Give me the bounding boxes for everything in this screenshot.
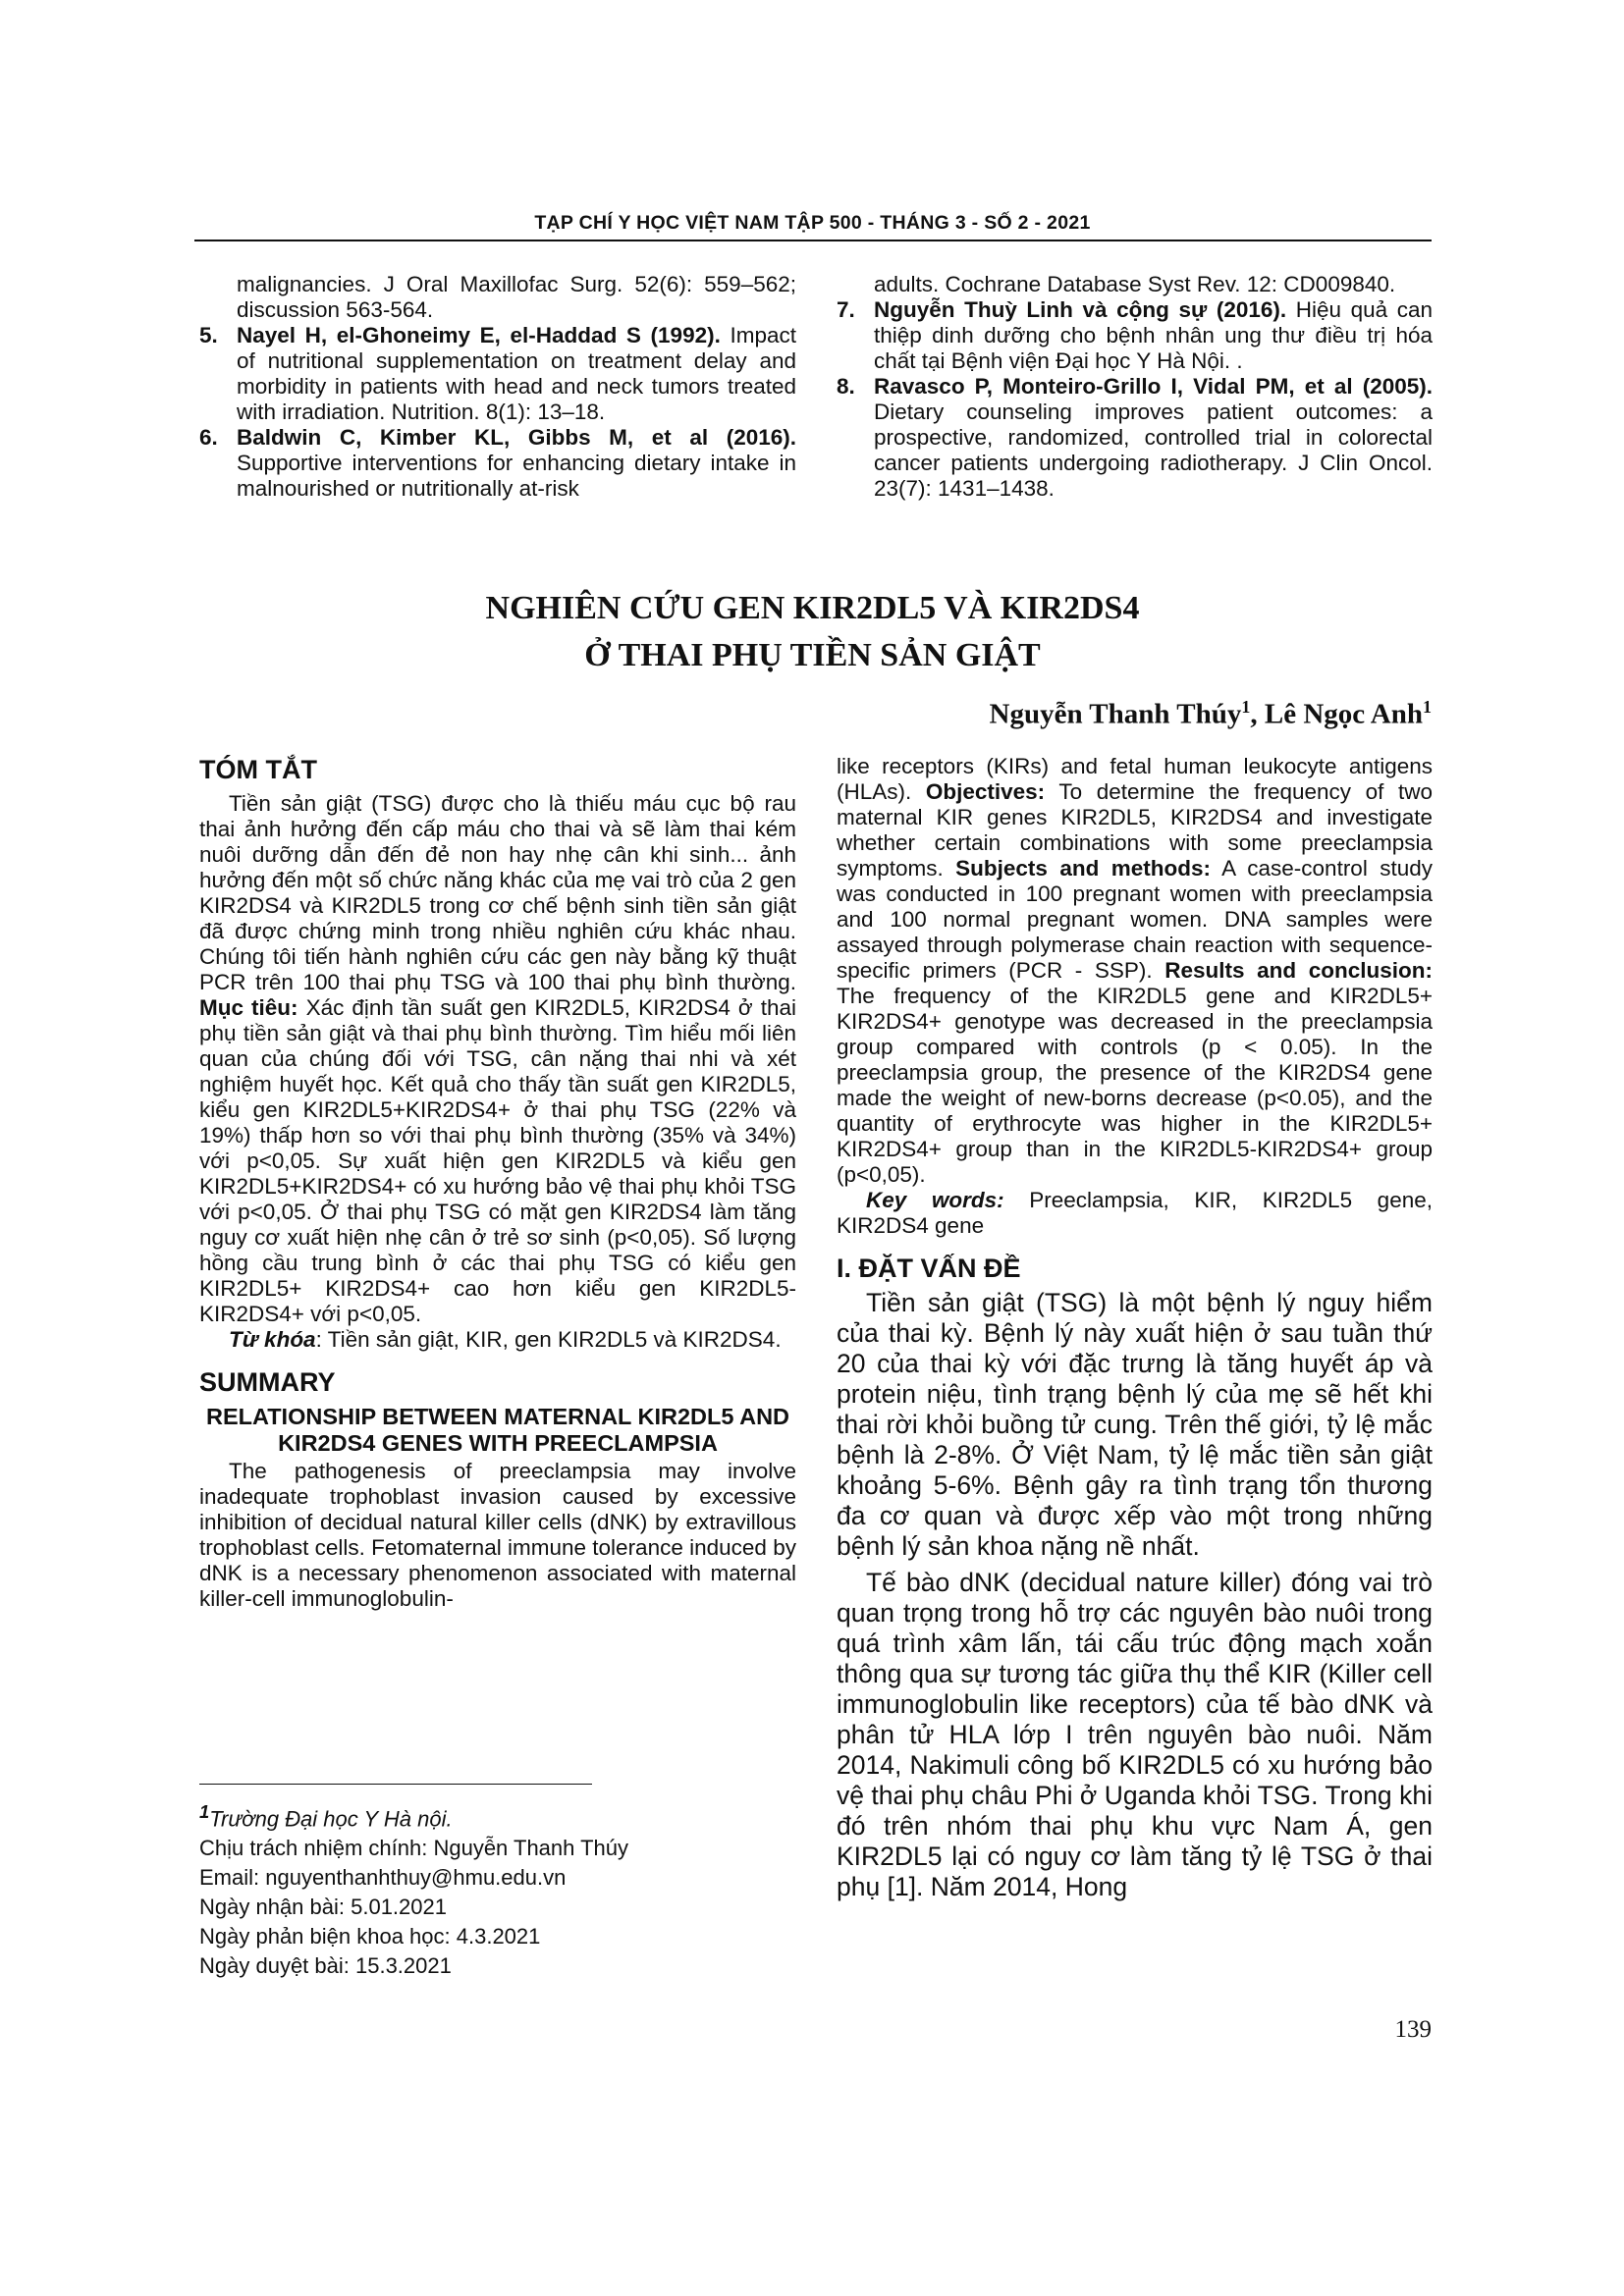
summary-paragraph-continued: [837, 754, 1433, 1188]
footnote-email: Email: nguyenthanhthuy@hmu.edu.vn: [199, 1865, 567, 1891]
reference-body: [237, 323, 796, 425]
reference-authors: Nayel H, el-Ghoneimy E, el-Haddad S (1992).: [237, 323, 721, 347]
reference-item: [199, 425, 796, 502]
abstract-text: Tiền sản giật (TSG) được cho là thiếu máu cục bộ rau thai ảnh hưởng đến cấp máu cho thai và sẽ làm thai kém nuôi dưỡng dẫn đến đẻ non hay nhẹ cân khi sinh... ảnh hưởng đến một số chức năng khác của mẹ vai trò của 2 gen KIR2DS4 và KIR2DL5 trong cơ chế bệnh sinh tiền sản giật đã được chứng minh trong nhiều nghiên cứu khác nhau. Chúng tôi tiến hành nghiên cứu các gen này bằng kỹ thuật PCR trên 100 thai phụ TSG và 100 thai phụ bình thường.: [199, 791, 796, 994]
footnote-approval-date: Ngày duyệt bài: 15.3.2021: [199, 1953, 452, 1979]
reference-authors: Nguyễn Thuỳ Linh và cộng sự (2016).: [874, 297, 1287, 322]
summary-results-label: Results and conclusion:: [1164, 958, 1433, 983]
summary-text: To determine the frequency of two maternal KIR genes KIR2DL5, KIR2DS4 and investigate whether certain combinations with some preeclampsia symptoms.: [837, 779, 1433, 881]
reference-item: [199, 323, 796, 425]
author-name: Lê Ngọc Anh: [1264, 698, 1423, 730]
reference-body: [237, 425, 796, 502]
references-left-column: [199, 272, 796, 502]
reference-authors: Ravasco P, Monteiro-Grillo I, Vidal PM, et al (2005).: [874, 374, 1433, 399]
footnote-rule: [199, 1784, 592, 1785]
keywords-text: Preeclampsia, KIR, KIR2DL5 gene, KIR2DS4 gene: [837, 1188, 1433, 1238]
article-title: [196, 585, 1429, 679]
intro-paragraph: Tế bào dNK (decidual nature killer) đóng vai trò quan trọng trong hỗ trợ các nguyên bào nuôi trong quá trình xâm lấn, tái cấu trúc động mạch xoắn thông qua sự tương tác giữa thụ thể KIR (Killer cell immunoglobulin like receptors) của tế bào dNK và phân tử HLA lớp I trên nguyên bào nuôi. Năm 2014, Nakimuli công bố KIR2DL5 có xu hướng bảo vệ thai phụ châu Phi ở Uganda khỏi TSG. Trong khi đó trên nhóm thai phụ khu vực Nam Á, gen KIR2DL5 lại có nguy cơ làm tăng tỷ lệ TSG ở thai phụ [1]. Năm 2014, Hong: [837, 1568, 1433, 1901]
summary-paragraph: The pathogenesis of preeclampsia may involve inadequate trophoblast invasion caused by excessive inhibition of decidual natural killer cells (dNK) by extravillous trophoblast cells. Fetomaternal immune tolerance induced by dNK is a necessary phenomenon associated with maternal killer-cell immunoglobulin-: [199, 1459, 796, 1611]
author-separator: ,: [1250, 698, 1265, 730]
intro-heading: I. ĐẶT VẤN ĐỀ: [837, 1254, 1021, 1283]
summary-subjects-label: Subjects and methods:: [955, 856, 1211, 881]
article-authors: [990, 697, 1433, 731]
references-right-column: [837, 272, 1433, 502]
intro-paragraph: Tiền sản giật (TSG) là một bệnh lý nguy hiểm của thai kỳ. Bệnh lý này xuất hiện ở sau tuần thứ 20 của thai kỳ với đặc trưng là tăng huyết áp và protein niệu, tình trạng bệnh lý của mẹ sẽ hết khi thai rời khỏi buồng tử cung. Trên thế giới, tỷ lệ mắc bệnh là 2-8%. Ở Việt Nam, tỷ lệ mắc tiền sản giật khoảng 5-6%. Bệnh gây ra tình trạng tổn thương đa cơ quan và được xếp vào một trong những bệnh lý sản khoa nặng nề nhất.: [837, 1288, 1433, 1561]
reference-body: [874, 297, 1433, 374]
reference-number: 6.: [199, 425, 218, 450]
abstract-keywords: [199, 1327, 796, 1353]
author-affiliation-mark: 1: [1241, 697, 1251, 717]
reference-item: [837, 374, 1433, 502]
footnote-received-date: Ngày nhận bài: 5.01.2021: [199, 1895, 447, 1920]
footnote-affiliation: [199, 1797, 796, 1834]
footnote-responsible: Chịu trách nhiệm chính: Nguyễn Thanh Thúy: [199, 1836, 629, 1861]
footnotes: [199, 1797, 796, 1981]
abstract-objective-label: Mục tiêu:: [199, 995, 298, 1020]
keywords-text: : Tiền sản giật, KIR, gen KIR2DL5 và KIR2DS4.: [315, 1327, 782, 1352]
reference-text: Supportive interventions for enhancing dietary intake in malnourished or nutritionally at-risk: [237, 451, 796, 501]
abstract-paragraph: [199, 791, 796, 1327]
left-column: [199, 754, 796, 1612]
footnote-affiliation-text: Trường Đại học Y Hà nội.: [209, 1806, 453, 1832]
header-rule: [194, 240, 1432, 241]
keywords-label: Từ khóa: [229, 1327, 316, 1352]
reference-authors: Baldwin C, Kimber KL, Gibbs M, et al (2016).: [237, 425, 796, 450]
author-affiliation-mark: 1: [1423, 697, 1432, 717]
author-name: Nguyễn Thanh Thúy: [989, 698, 1242, 730]
summary-title: RELATIONSHIP BETWEEN MATERNAL KIR2DL5 AND KIR2DS4 GENES WITH PREECLAMPSIA: [205, 1404, 790, 1456]
reference-number: 5.: [199, 323, 218, 347]
article-title-line: NGHIÊN CỨU GEN KIR2DL5 VÀ KIR2DS4: [485, 590, 1140, 626]
reference-item: [837, 297, 1433, 374]
reference-text: Dietary counseling improves patient outcomes: a prospective, randomized, controlled trial in colorectal cancer patients undergoing radiotherapy. J Clin Oncol. 23(7): 1431–1438.: [874, 400, 1433, 501]
summary-heading: SUMMARY: [199, 1367, 336, 1397]
journal-header: TẠP CHÍ Y HỌC VIỆT NAM TẬP 500 - THÁNG 3 - SỐ 2 - 2021: [534, 212, 1091, 234]
footnote-review-date: Ngày phản biện khoa học: 4.3.2021: [199, 1924, 541, 1949]
reference-continuation: malignancies. J Oral Maxillofac Surg. 52(6): 559–562; discussion 563-564.: [237, 272, 796, 322]
keywords-label: Key words:: [866, 1188, 1004, 1212]
reference-body: [874, 374, 1433, 502]
summary-objectives-label: Objectives:: [925, 779, 1046, 804]
page-number: 139: [1394, 2016, 1432, 2043]
reference-text: Hiệu quả can thiệp dinh dưỡng cho bệnh nhân ung thư điều trị hóa chất tại Bệnh viện Đại học Y Hà Nội. .: [874, 297, 1433, 373]
article-title-line: Ở THAI PHỤ TIỀN SẢN GIẬT: [584, 637, 1041, 673]
summary-text: The frequency of the KIR2DL5 gene and KIR2DL5+ KIR2DS4+ genotype was decreased in the preeclampsia group compared with controls (p < 0.05). In the preeclampsia group, the presence of the KIR2DS4 gene made the weight of new-borns decrease (p<0.05), and the quantity of erythrocyte was higher in the KIR2DL5+ KIR2DS4+ group than in the KIR2DL5-KIR2DS4+ group (p<0,05).: [837, 984, 1433, 1187]
right-column: [837, 754, 1433, 1902]
summary-text: like receptors (KIRs) and fetal human leukocyte antigens (HLAs).: [837, 754, 1433, 804]
summary-keywords: [837, 1188, 1433, 1239]
reference-number: 7.: [837, 297, 855, 322]
reference-continuation: adults. Cochrane Database Syst Rev. 12: CD009840.: [874, 272, 1396, 296]
footnote-mark: 1: [199, 1801, 210, 1822]
abstract-heading: TÓM TẮT: [199, 755, 317, 784]
abstract-text: Xác định tần suất gen KIR2DL5, KIR2DS4 ở thai phụ tiền sản giật và thai phụ bình thường. Tìm hiểu mối liên quan của chúng đối với TSG, cân nặng thai nhi và xét nghiệm huyết học. Kết quả cho thấy tần suất gen KIR2DL5, kiểu gen KIR2DL5+KIR2DS4+ ở thai phụ TSG (22% và 19%) thấp hơn so với thai phụ bình thường (35% và 34%) với p<0,05. Sự xuất hiện gen KIR2DL5 và kiểu gen KIR2DL5+KIR2DS4+ có xu hướng bảo vệ thai phụ khỏi TSG với p<0,05. Ở thai phụ TSG có mặt gen KIR2DS4 làm tăng nguy cơ xuất hiện nhẹ cân ở trẻ sơ sinh (p<0,05). Số lượng hồng cầu trung bình ở các thai phụ TSG có kiểu gen KIR2DL5+ KIR2DS4+ cao hơn kiểu gen KIR2DL5-KIR2DS4+ với p<0,05.: [199, 995, 796, 1326]
reference-text: Impact of nutritional supplementation on treatment delay and morbidity in patients with head and neck tumors treated with irradiation. Nutrition. 8(1): 13–18.: [237, 323, 796, 424]
summary-text: A case-control study was conducted in 100 pregnant women with preeclampsia and 100 normal pregnant women. DNA samples were assayed through polymerase chain reaction with sequence-specific primers (PCR - SSP).: [837, 856, 1433, 983]
reference-number: 8.: [837, 374, 855, 399]
